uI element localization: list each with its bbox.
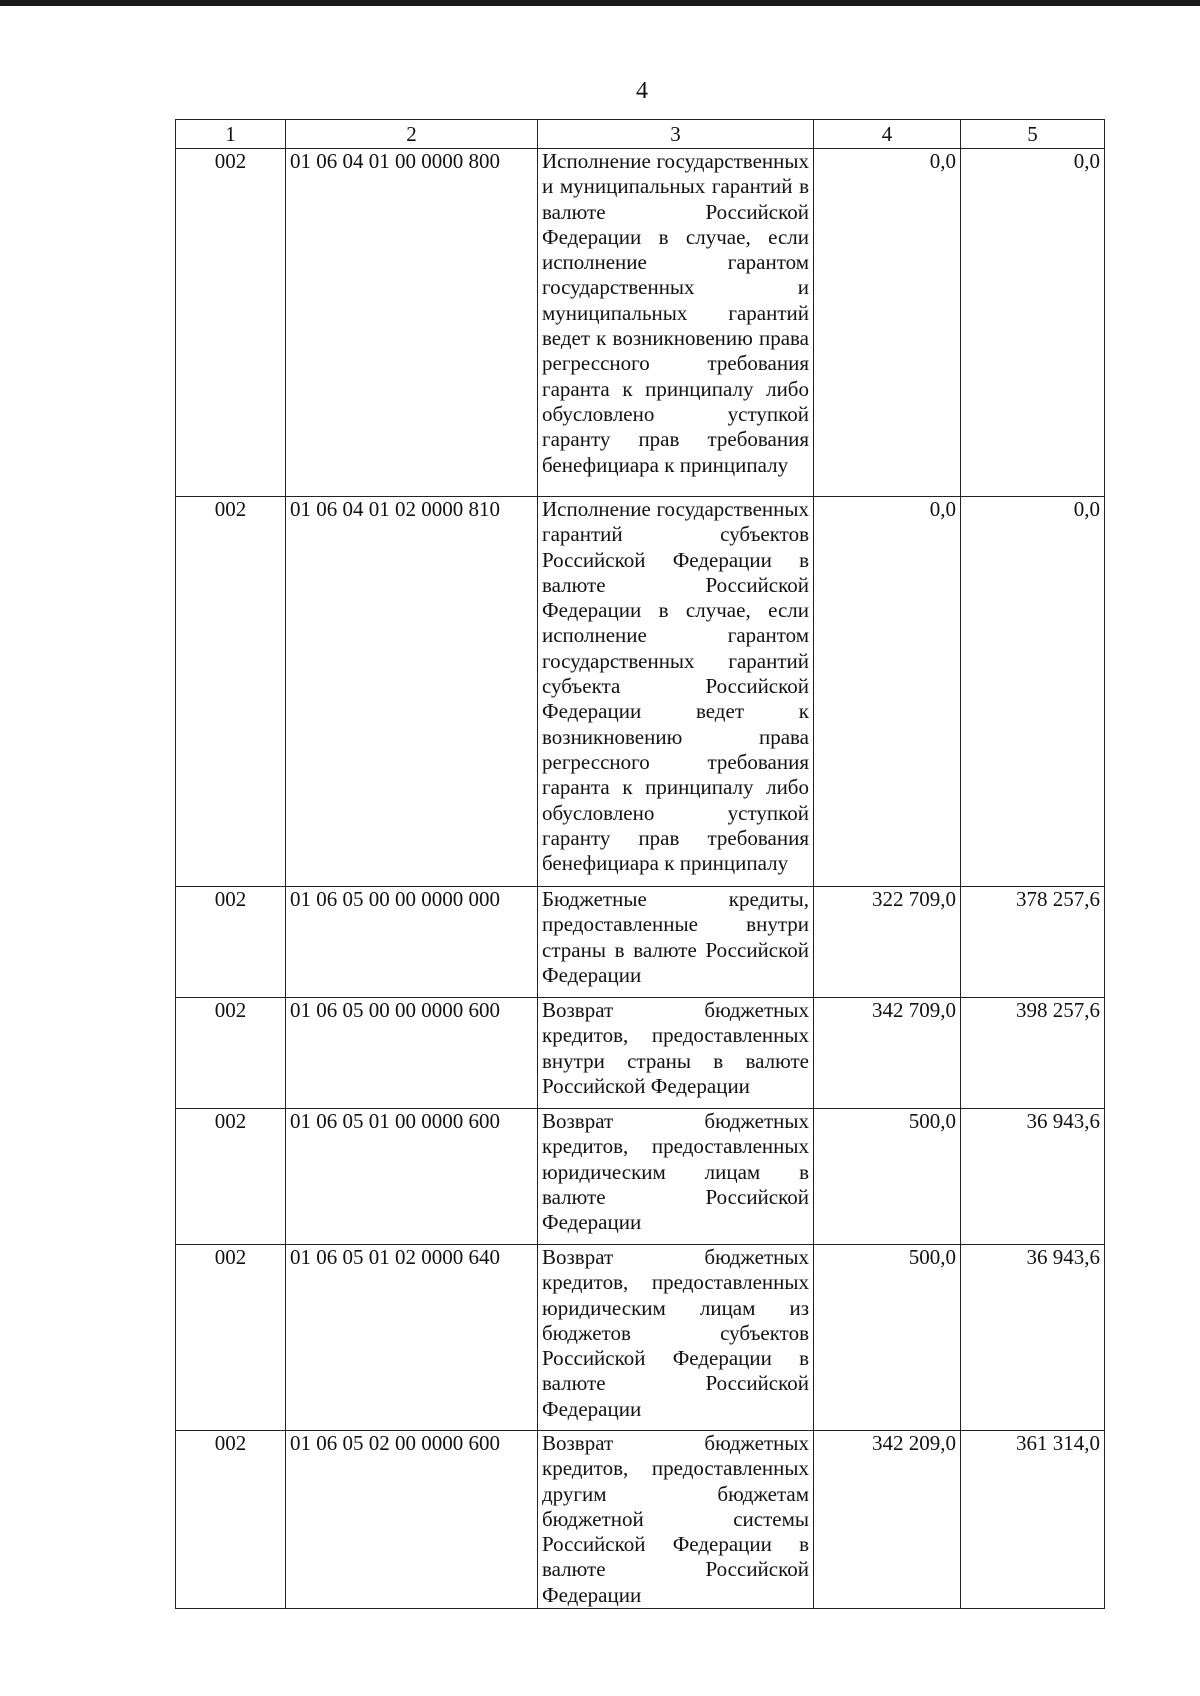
amount-col5-cell: 0,0 [961,497,1105,887]
column-header-4: 4 [814,120,961,149]
budget-code-cell: 01 06 05 00 00 0000 000 [286,887,538,998]
table-row [176,1109,1105,1245]
budget-code-cell: 01 06 05 00 00 0000 600 [286,998,538,1109]
source-name-cell: Возврат бюджетных кредитов, предоставленных юридическим лицам из бюджетов субъектов Российской Федерации в валюте Российской Федерации [538,1245,814,1431]
amount-col5-cell: 36 943,6 [961,1245,1105,1431]
budget-sources-table [175,119,1105,1609]
page-number: 4 [636,78,648,104]
column-header-5: 5 [961,120,1105,149]
budget-code-cell: 01 06 05 01 02 0000 640 [286,1245,538,1431]
source-name-cell: Возврат бюджетных кредитов, предоставленных внутри страны в валюте Российской Федерации [538,998,814,1109]
amount-col5-cell: 398 257,6 [961,998,1105,1109]
amount-col4-cell: 0,0 [814,497,961,887]
column-header-1: 1 [176,120,286,149]
budget-code-cell: 01 06 05 02 00 0000 600 [286,1431,538,1609]
amount-col4-cell: 342 209,0 [814,1431,961,1609]
column-header-2: 2 [286,120,538,149]
admin-code-cell: 002 [176,998,286,1109]
amount-col5-cell: 0,0 [961,149,1105,497]
amount-col5-cell: 378 257,6 [961,887,1105,998]
table-header-row [176,120,1105,149]
table-row [176,998,1105,1109]
source-name-cell: Возврат бюджетных кредитов, предоставленных юридическим лицам в валюте Российской Федерации [538,1109,814,1245]
budget-code-cell: 01 06 04 01 00 0000 800 [286,149,538,497]
table-row [176,1245,1105,1431]
source-name-cell: Возврат бюджетных кредитов, предоставленных другим бюджетам бюджетной системы Российской Федерации в валюте Российской Федерации [538,1431,814,1609]
amount-col5-cell: 361 314,0 [961,1431,1105,1609]
page-top-edge [0,0,1200,6]
amount-col4-cell: 0,0 [814,149,961,497]
table-row [176,887,1105,998]
amount-col4-cell: 322 709,0 [814,887,961,998]
table-row [176,149,1105,497]
admin-code-cell: 002 [176,1431,286,1609]
amount-col4-cell: 500,0 [814,1245,961,1431]
source-name-cell: Бюджетные кредиты, предоставленные внутри страны в валюте Российской Федерации [538,887,814,998]
table-row [176,1431,1105,1609]
admin-code-cell: 002 [176,887,286,998]
table-row [176,497,1105,887]
amount-col5-cell: 36 943,6 [961,1109,1105,1245]
amount-col4-cell: 342 709,0 [814,998,961,1109]
admin-code-cell: 002 [176,1245,286,1431]
column-header-3: 3 [538,120,814,149]
source-name-cell: Исполнение государственных и муниципальных гарантий в валюте Российской Федерации в случае, если исполнение гарантом государственных и муниципальных гарантий ведет к возникновению права регрессного требования гаранта к принципалу либо обусловлено уступкой гаранту прав требования бенефициара к принципалу [538,149,814,497]
budget-code-cell: 01 06 04 01 02 0000 810 [286,497,538,887]
source-name-cell: Исполнение государственных гарантий субъектов Российской Федерации в валюте Российской Федерации в случае, если исполнение гарантом государственных гарантий субъекта Российской Федерации ведет к возникновению права регрессного требования гаранта к принципалу либо обусловлено уступкой гаранту прав требования бенефициара к принципалу [538,497,814,887]
admin-code-cell: 002 [176,497,286,887]
budget-code-cell: 01 06 05 01 00 0000 600 [286,1109,538,1245]
amount-col4-cell: 500,0 [814,1109,961,1245]
admin-code-cell: 002 [176,1109,286,1245]
admin-code-cell: 002 [176,149,286,497]
